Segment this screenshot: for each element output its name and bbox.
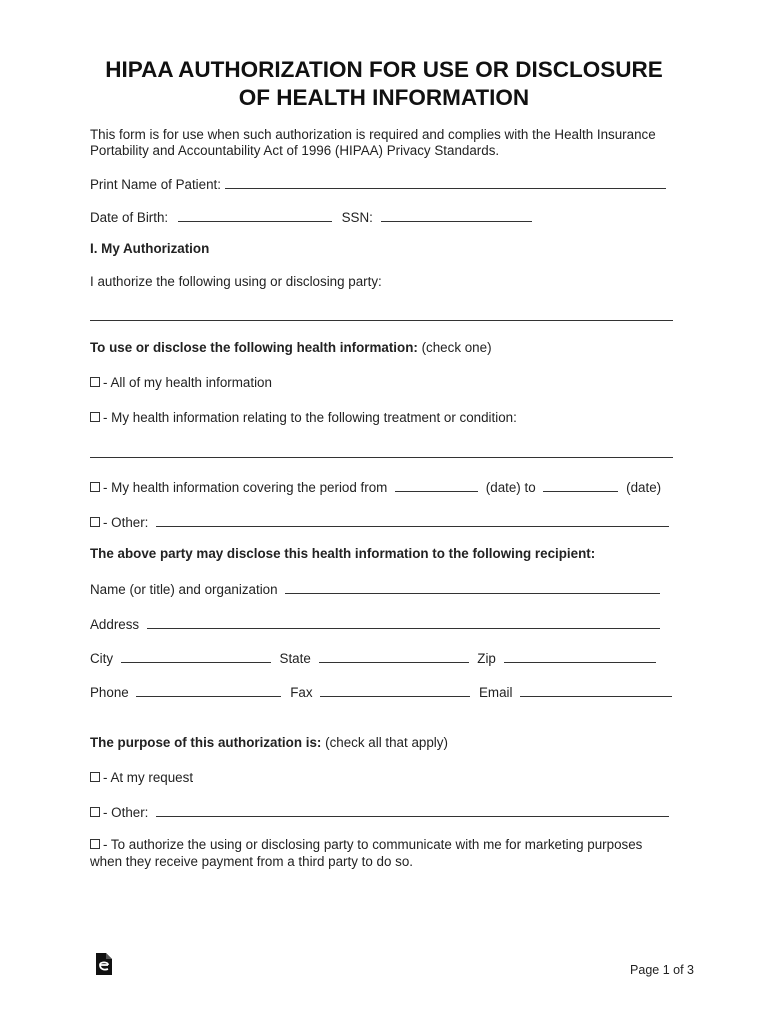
form-title	[60, 56, 708, 112]
zip-field[interactable]	[504, 650, 656, 663]
city-label: City	[90, 651, 114, 666]
authorize-text: I authorize the following using or disclosing party:	[90, 274, 382, 289]
checkbox-treatment[interactable]	[90, 412, 100, 422]
address-row	[90, 616, 660, 633]
purpose-heading-note: (check all that apply)	[325, 735, 448, 750]
purpose-marketing-row	[90, 837, 642, 853]
dob-ssn-row	[90, 209, 532, 226]
email-field[interactable]	[520, 684, 672, 697]
checkbox-all-info[interactable]	[90, 377, 100, 387]
city-field[interactable]	[121, 650, 271, 663]
recipient-heading: The above party may disclose this health information to the following recipient:	[90, 546, 596, 561]
option-period-label-c: (date)	[626, 480, 662, 495]
phone-field[interactable]	[136, 684, 281, 697]
fax-label: Fax	[290, 685, 313, 700]
purpose-marketing-label-1: - To authorize the using or disclosing party to communicate with me for marketing purposes	[103, 837, 643, 852]
city-state-zip-row	[90, 650, 656, 667]
phone-label: Phone	[90, 685, 129, 700]
option-all-label: - All of my health information	[103, 375, 272, 390]
zip-label: Zip	[477, 651, 496, 666]
section-1-heading: I. My Authorization	[90, 241, 210, 256]
patient-name-label: Print Name of Patient:	[90, 177, 221, 192]
other-info-field[interactable]	[156, 514, 669, 527]
disclose-heading-bold: To use or disclose the following health information:	[90, 340, 418, 355]
option-period-row	[90, 479, 661, 496]
form-title-line-2: OF HEALTH INFORMATION	[238, 85, 530, 110]
intro-line-2: Portability and Accountability Act of 1996 (HIPAA) Privacy Standards.	[90, 143, 500, 158]
treatment-field[interactable]	[90, 457, 673, 458]
phone-fax-email-row	[90, 684, 672, 701]
email-label: Email	[479, 685, 513, 700]
period-to-field[interactable]	[543, 479, 618, 492]
option-treatment-label: - My health information relating to the following treatment or condition:	[103, 410, 517, 425]
patient-name-row	[90, 176, 666, 193]
purpose-heading	[90, 735, 448, 751]
checkbox-at-request[interactable]	[90, 772, 100, 782]
recipient-name-field[interactable]	[285, 581, 660, 594]
dob-label: Date of Birth:	[90, 210, 169, 225]
checkbox-other-info[interactable]	[90, 517, 100, 527]
state-field[interactable]	[319, 650, 469, 663]
form-title-line-1: HIPAA AUTHORIZATION FOR USE OR DISCLOSURE	[105, 57, 663, 82]
option-period-label-a: - My health information covering the period from	[103, 480, 388, 495]
dob-field[interactable]	[178, 209, 332, 222]
state-label: State	[279, 651, 311, 666]
option-period-label-b: (date) to	[485, 480, 536, 495]
purpose-marketing-label-2: when they receive payment from a third party to do so.	[90, 854, 414, 869]
address-field[interactable]	[147, 616, 660, 629]
checkbox-marketing[interactable]	[90, 839, 100, 849]
patient-name-field[interactable]	[225, 176, 666, 189]
intro-line-1: This form is for use when such authorization is required and complies with the Health Insurance	[90, 127, 656, 142]
disclose-heading	[90, 340, 492, 356]
option-all-row	[90, 375, 272, 391]
checkbox-purpose-other[interactable]	[90, 807, 100, 817]
page-number: Page 1 of 3	[630, 963, 694, 977]
purpose-other-label: - Other:	[103, 805, 149, 820]
recipient-name-row	[90, 581, 660, 598]
address-label: Address	[90, 617, 140, 632]
fax-field[interactable]	[320, 684, 470, 697]
purpose-heading-bold: The purpose of this authorization is:	[90, 735, 322, 750]
checkbox-period[interactable]	[90, 482, 100, 492]
ssn-label: SSN:	[341, 210, 373, 225]
purpose-other-row	[90, 804, 669, 821]
recipient-name-label: Name (or title) and organization	[90, 582, 278, 597]
disclose-heading-note: (check one)	[421, 340, 492, 355]
purpose-request-label: - At my request	[103, 770, 194, 785]
ssn-field[interactable]	[381, 209, 532, 222]
purpose-other-field[interactable]	[156, 804, 669, 817]
option-other-label: - Other:	[103, 515, 149, 530]
option-treatment-row	[90, 410, 517, 426]
option-other-row	[90, 514, 669, 531]
period-from-field[interactable]	[395, 479, 478, 492]
disclosing-party-field[interactable]	[90, 320, 673, 321]
eforms-logo-icon	[95, 952, 113, 976]
purpose-request-row	[90, 770, 193, 786]
